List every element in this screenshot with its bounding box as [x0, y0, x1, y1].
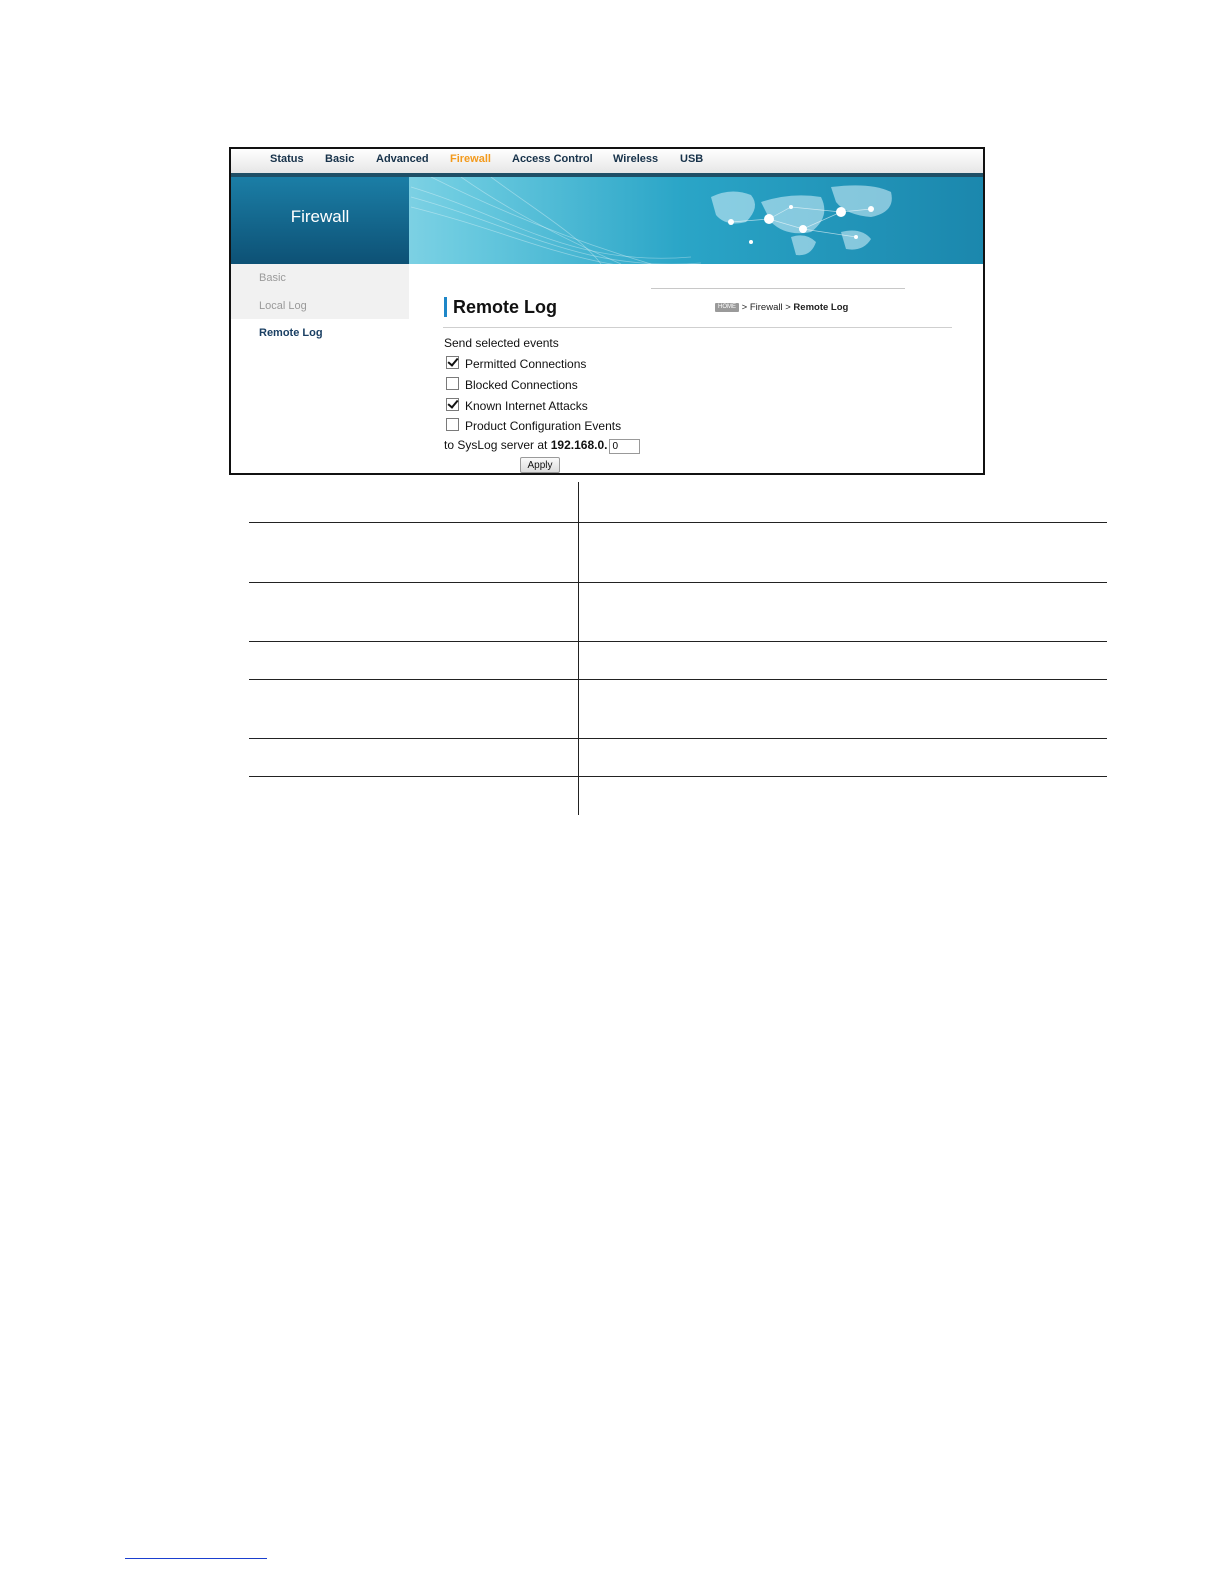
nav-status[interactable]: Status	[270, 153, 304, 165]
event-label: Blocked Connections	[465, 378, 578, 392]
table-row-divider	[249, 522, 1107, 523]
sidebar-item-remote-log[interactable]: Remote Log	[231, 319, 409, 347]
router-ui-screenshot	[229, 147, 985, 475]
syslog-server-row	[444, 438, 640, 454]
breadcrumb	[715, 302, 848, 313]
nav-wireless[interactable]: Wireless	[613, 153, 659, 165]
checkmark-icon	[447, 397, 458, 409]
event-product-configuration-events[interactable]	[446, 418, 621, 433]
banner-title: Firewall	[290, 207, 350, 226]
divider	[443, 327, 952, 328]
table-column-divider	[578, 482, 579, 815]
sidebar-item-local-log[interactable]: Local Log	[231, 292, 409, 320]
page-title: Remote Log	[453, 297, 558, 317]
divider	[651, 288, 905, 289]
syslog-ip-prefix: 192.168.0.	[550, 438, 608, 452]
event-known-internet-attacks[interactable]	[446, 398, 588, 413]
banner-title-box	[231, 177, 409, 264]
syslog-server-label: to SysLog server at	[444, 438, 548, 452]
top-navigation	[231, 149, 983, 177]
table-row-divider	[249, 582, 1107, 583]
event-label: Known Internet Attacks	[465, 399, 588, 413]
table-row-divider	[249, 679, 1107, 680]
breadcrumb-separator: >	[785, 302, 791, 313]
sidebar-item-basic[interactable]: Basic	[231, 264, 409, 292]
document-table	[249, 482, 1107, 815]
home-button-icon[interactable]: HOME	[715, 303, 739, 312]
main-content	[409, 264, 983, 473]
event-permitted-connections[interactable]	[446, 356, 586, 371]
checkbox-blocked-connections[interactable]	[446, 377, 459, 390]
nav-basic[interactable]: Basic	[325, 153, 355, 165]
checkbox-product-configuration-events[interactable]	[446, 418, 459, 431]
checkmark-icon	[447, 355, 458, 367]
nav-firewall[interactable]: Firewall	[450, 153, 491, 165]
table-row-divider	[249, 776, 1107, 777]
apply-button[interactable]: Apply	[520, 457, 560, 473]
footer-link-underline[interactable]	[125, 1558, 267, 1559]
table-row-divider	[249, 641, 1107, 642]
syslog-ip-last-octet-input[interactable]	[609, 439, 640, 454]
nav-advanced[interactable]: Advanced	[376, 153, 429, 165]
checkbox-permitted-connections[interactable]	[446, 356, 459, 369]
event-label: Product Configuration Events	[465, 419, 622, 433]
breadcrumb-separator: >	[741, 302, 748, 313]
breadcrumb-firewall[interactable]: Firewall	[749, 302, 783, 313]
nav-access-control[interactable]: Access Control	[512, 153, 593, 165]
section-label: Send selected events	[444, 336, 559, 350]
breadcrumb-current: Remote Log	[793, 302, 849, 313]
event-blocked-connections[interactable]	[446, 377, 578, 392]
sidebar	[231, 264, 409, 473]
checkbox-known-internet-attacks[interactable]	[446, 398, 459, 411]
nav-usb[interactable]: USB	[680, 153, 704, 165]
event-label: Permitted Connections	[465, 357, 587, 371]
table-row-divider	[249, 738, 1107, 739]
title-accent-bar	[444, 297, 447, 317]
